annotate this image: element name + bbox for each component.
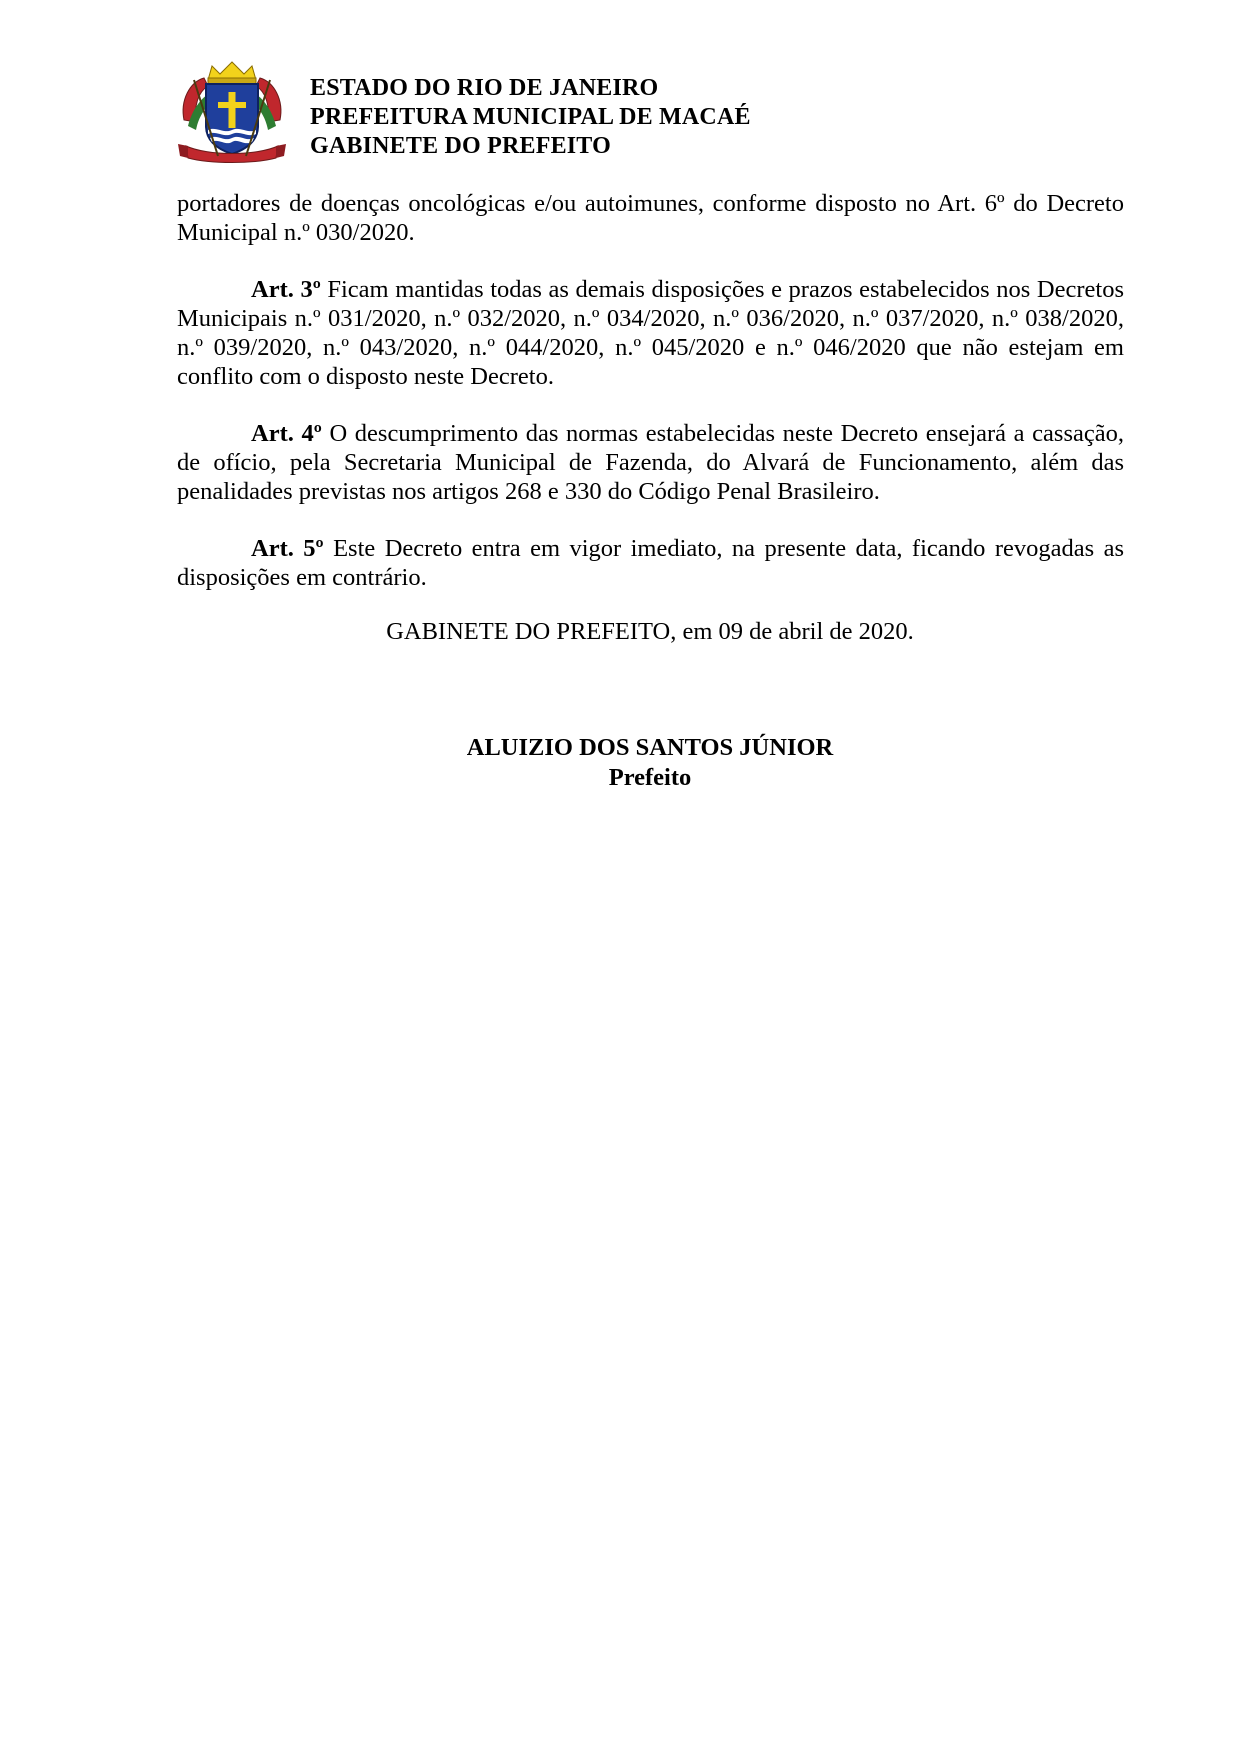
decree-body	[177, 189, 1124, 620]
date-line: GABINETE DO PREFEITO, em 09 de abril de 2020.	[386, 618, 914, 645]
signatory-role: Prefeito	[608, 764, 692, 791]
article-5	[177, 534, 1124, 592]
municipality-name: PREFEITURA MUNICIPAL DE MACAÉ	[310, 104, 751, 130]
article-4-text: O descumprimento das normas estabelecidas neste Decreto ensejará a cassação, de ofício, pela Secretaria Municipal de Fazenda, do Alvará de Funcionamento, além das penalidades previstas nos artigos 268 e 330 do Código Penal Brasileiro.	[177, 420, 1124, 505]
article-5-label: Art. 5º	[251, 535, 324, 562]
article-5-text: Este Decreto entra em vigor imediato, na presente data, ficando revogadas as disposições em contrário.	[177, 535, 1124, 591]
municipal-coat-of-arms-icon	[178, 60, 286, 164]
office-name: GABINETE DO PREFEITO	[310, 133, 611, 159]
article-3-label: Art. 3º	[251, 276, 321, 303]
letterhead	[178, 60, 1078, 165]
continuation-paragraph: portadores de doenças oncológicas e/ou autoimunes, conforme disposto no Art. 6º do Decreto Municipal n.º 030/2020.	[177, 190, 1124, 246]
article-4-label: Art. 4º	[251, 420, 322, 447]
article-4	[177, 419, 1124, 506]
state-name: ESTADO DO RIO DE JANEIRO	[310, 75, 659, 101]
article-3	[177, 275, 1124, 391]
signatory-name: ALUIZIO DOS SANTOS JÚNIOR	[466, 734, 834, 761]
article-3-text: Ficam mantidas todas as demais disposições e prazos estabelecidos nos Decretos Municipais n.º 031/2020, n.º 032/2020, n.º 034/2020, n.º 036/2020, n.º 037/2020, n.º 038/2020, n.º 039/2020, n.º 043/2020, n.º 044/2020, n.º 045/2020 e n.º 046/2020 que não estejam em conflito com o disposto neste Decreto.	[177, 276, 1124, 390]
